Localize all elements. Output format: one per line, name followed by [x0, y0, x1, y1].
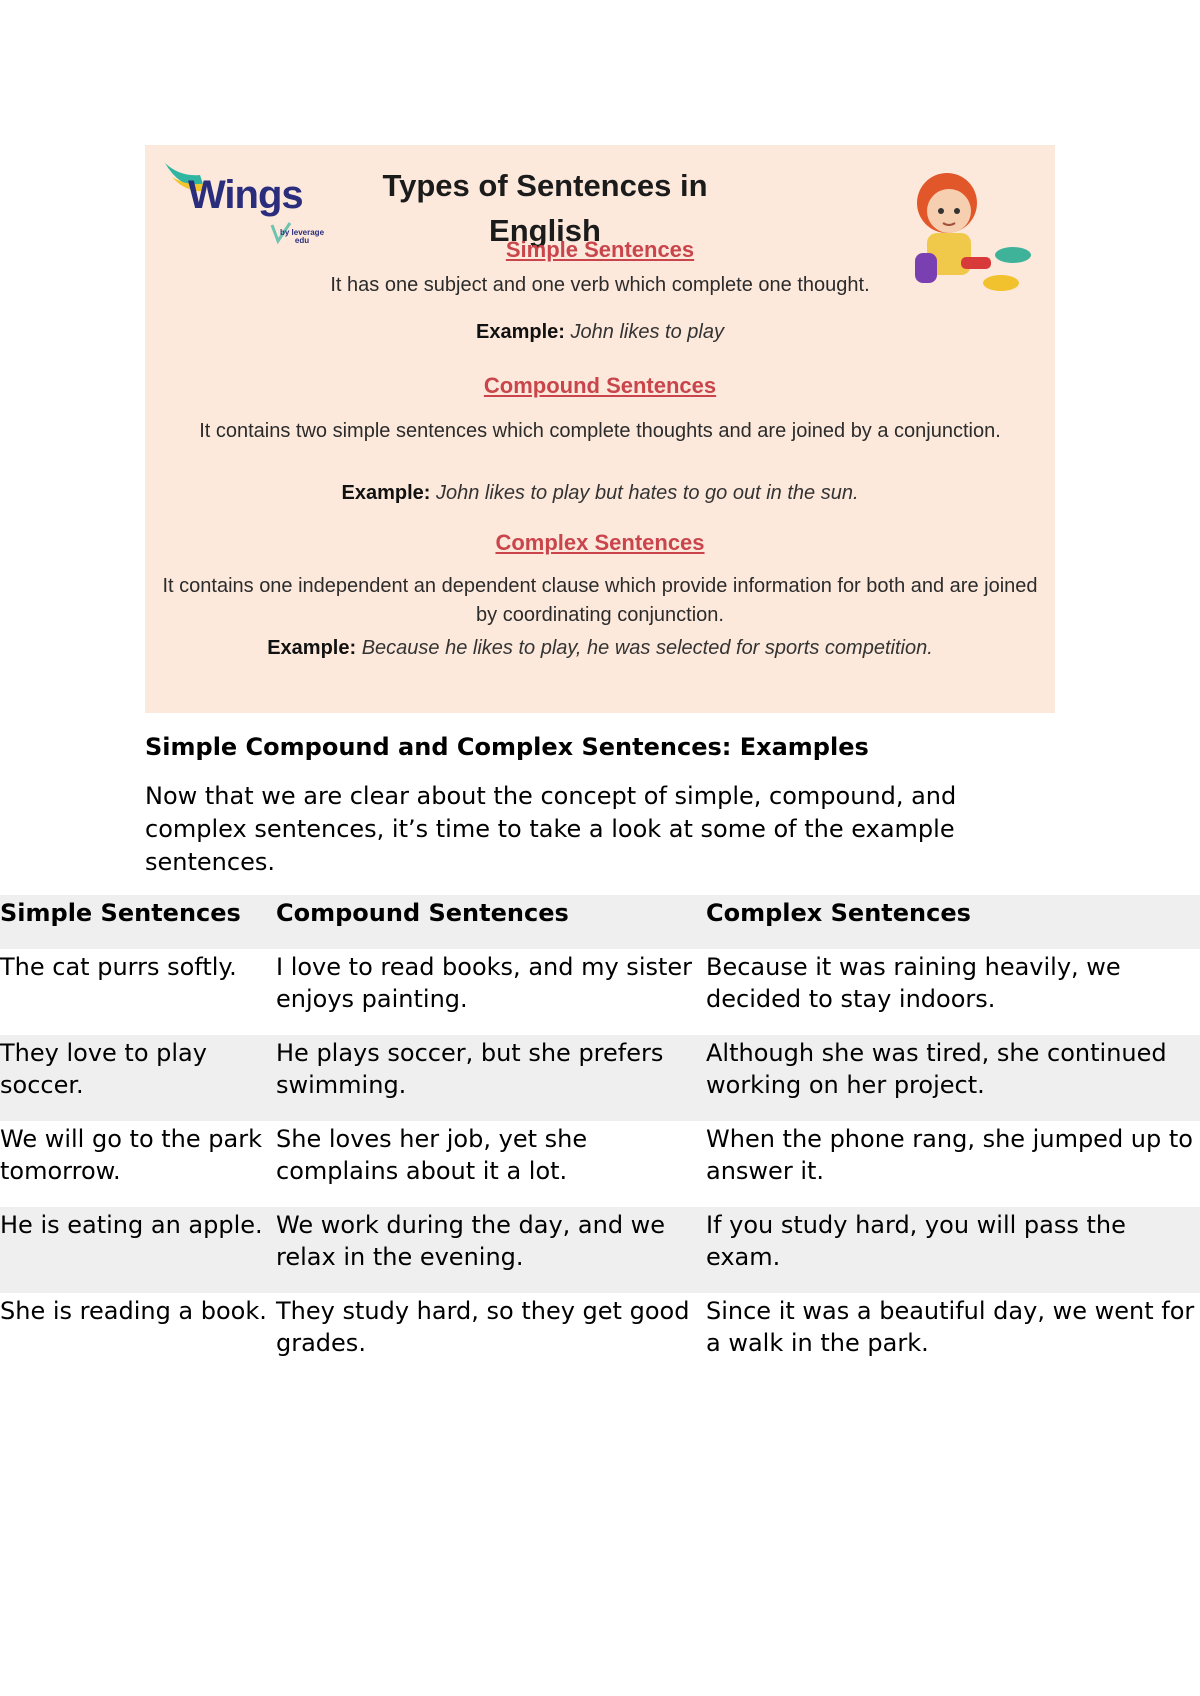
- simple-sentences-heading: Simple Sentences: [505, 237, 695, 262]
- simple-sentences-description: It has one subject and one verb which complete one thought.: [330, 274, 870, 296]
- header-simple: Simple Sentences: [0, 899, 241, 927]
- logo-byline: by leverage edu: [279, 228, 325, 245]
- logo-wordmark: Wings: [188, 173, 303, 217]
- header-compound: Compound Sentences: [276, 899, 569, 927]
- compound-sentences-heading: Compound Sentences: [483, 373, 717, 398]
- table-cell: He plays soccer, but she prefers swimming.: [276, 1039, 664, 1099]
- complex-sentences-description: It contains one independent an dependent clause which provide information for both and are joined by coordinating conjunction.: [162, 575, 1038, 626]
- header-complex: Complex Sentences: [706, 899, 971, 927]
- table-cell: I love to read books, and my sister enjoys painting.: [276, 953, 693, 1013]
- table-cell: Although she was tired, she continued working on her project.: [706, 1039, 1167, 1099]
- table-cell: She is reading a book.: [0, 1297, 267, 1325]
- table-row: [0, 1293, 1200, 1379]
- compound-sentences-description: It contains two simple sentences which complete thoughts and are joined by a conjunction.: [199, 420, 1001, 442]
- table-cell: She loves her job, yet she complains about it a lot.: [276, 1125, 588, 1185]
- example-text: Because he likes to play, he was selected for sports competition.: [361, 637, 933, 659]
- table-cell: They study hard, so they get good grades.: [276, 1297, 690, 1357]
- table-cell: Because it was raining heavily, we decided to stay indoors.: [706, 953, 1121, 1013]
- example-text: John likes to play: [570, 321, 724, 343]
- table-header-row: [0, 895, 1200, 949]
- compound-sentences-example: [145, 482, 1055, 505]
- example-label: Example:: [341, 482, 431, 504]
- complex-sentences-heading: Complex Sentences: [495, 530, 705, 555]
- table-cell: Since it was a beautiful day, we went for a walk in the park.: [706, 1297, 1195, 1357]
- infographic: [145, 145, 1055, 713]
- table-cell: We work during the day, and we relax in the evening.: [276, 1211, 666, 1271]
- table-row: [0, 1207, 1200, 1293]
- infographic-title: Types of Sentences in English: [382, 168, 708, 248]
- table-cell: The cat purrs softly.: [0, 953, 237, 981]
- example-label: Example:: [476, 321, 565, 343]
- examples-table: [0, 895, 1200, 1379]
- table-cell: They love to play soccer.: [0, 1039, 207, 1099]
- complex-sentences-example: [145, 637, 1055, 660]
- example-text: John likes to play but hates to go out in the sun.: [436, 482, 859, 504]
- simple-sentences-example: [145, 321, 1055, 344]
- example-label: Example:: [267, 637, 357, 659]
- section-heading: Simple Compound and Complex Sentences: Examples: [145, 733, 869, 761]
- table-cell: When the phone rang, she jumped up to answer it.: [706, 1125, 1193, 1185]
- table-cell: We will go to the park tomorrow.: [0, 1125, 262, 1185]
- table-row: [0, 1035, 1200, 1121]
- intro-paragraph: Now that we are clear about the concept of simple, compound, and complex sentences, it’s time to take a look at some of the example sentences.: [145, 782, 957, 876]
- table-cell: If you study hard, you will pass the exam.: [706, 1211, 1126, 1271]
- table-cell: He is eating an apple.: [0, 1211, 263, 1239]
- table-row: [0, 1121, 1200, 1207]
- table-row: [0, 949, 1200, 1035]
